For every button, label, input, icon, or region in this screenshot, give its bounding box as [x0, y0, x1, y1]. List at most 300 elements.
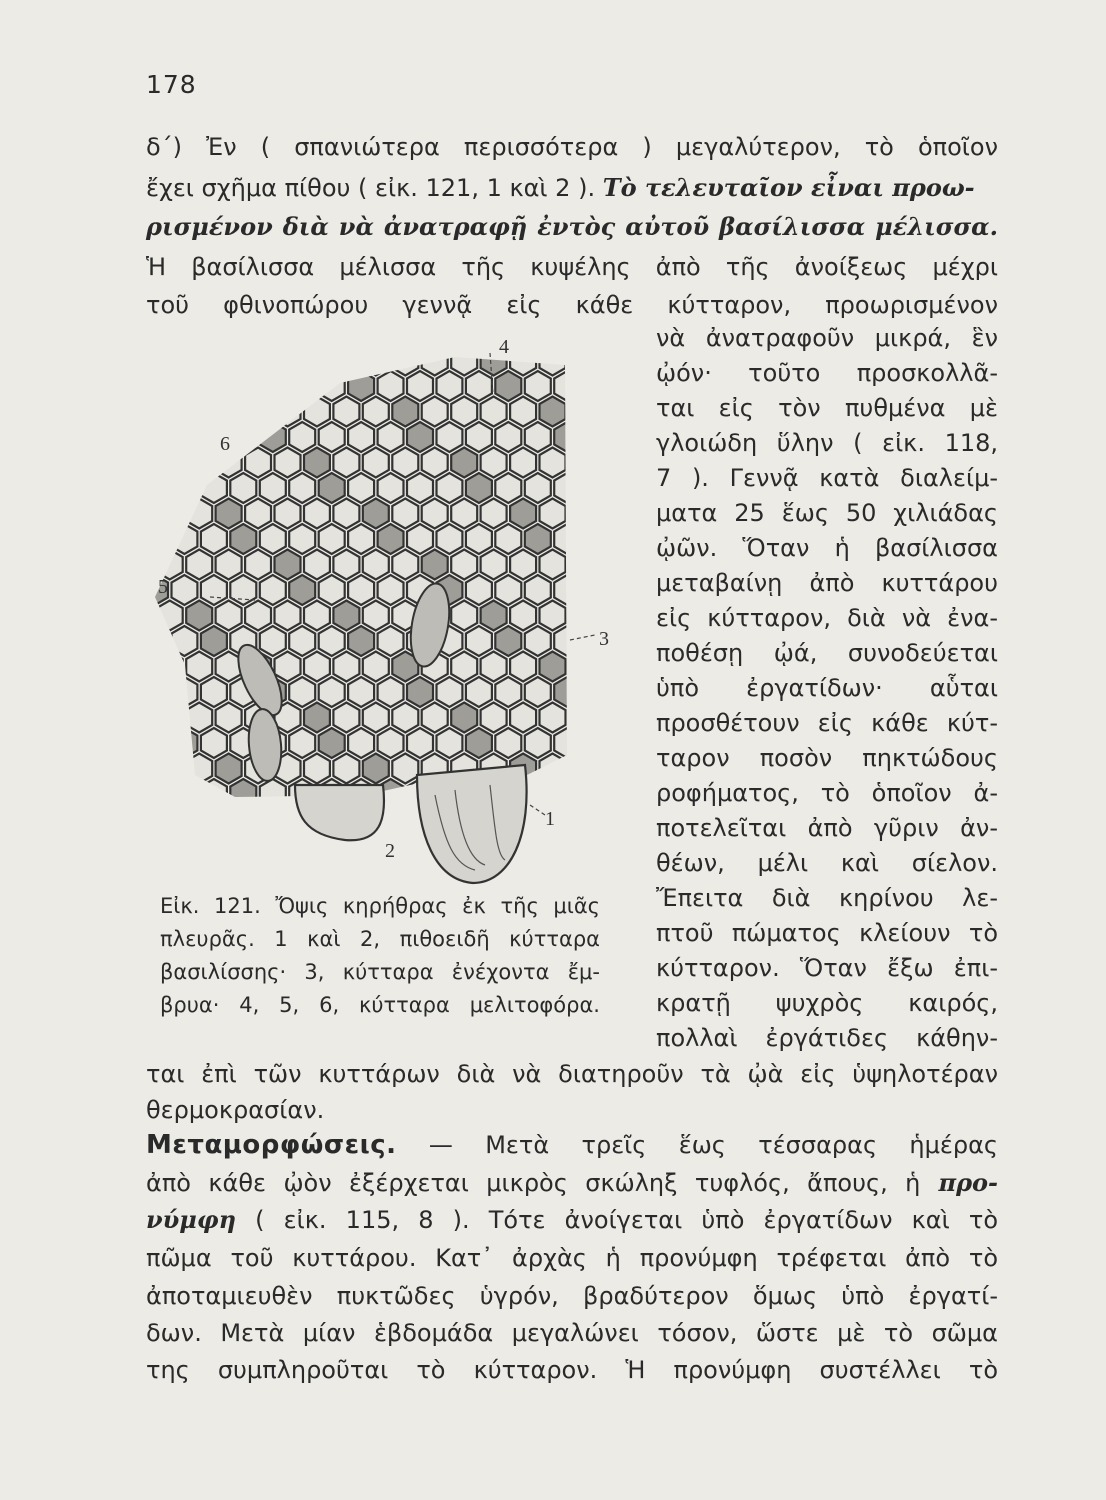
comb-cell [554, 728, 580, 758]
comb-cell [201, 473, 227, 503]
comb-cell [155, 371, 168, 401]
comb-cell [186, 754, 212, 784]
comb-cell [348, 626, 374, 656]
comb-cell [348, 524, 374, 554]
comb-cell [392, 754, 418, 784]
comb-cell [155, 473, 168, 503]
comb-cell [540, 550, 566, 580]
comb-cell [554, 575, 580, 605]
comb-cell [216, 550, 242, 580]
text-span: ( εἰκ. 115, 8 ). Τότε ἀνοίγεται ὑπὸ ἐργατίδων καὶ τὸ [236, 1206, 998, 1234]
comb-cell [201, 335, 227, 350]
comb-cell [230, 422, 256, 452]
column-line: γλοιώδη ὕλην ( εἰκ. 118, [656, 429, 998, 457]
comb-cell [260, 335, 286, 350]
comb-cell [392, 703, 418, 733]
comb-cell [378, 728, 404, 758]
comb-cell [363, 346, 389, 376]
text-line: δ΄) Ἐν ( σπανιώτερα περισσότερα ) μεγαλύτερον, τὸ ὁποῖον [146, 133, 998, 161]
comb-cell [540, 703, 566, 733]
comb-cell [525, 575, 551, 605]
figure-caption-line: Εἰκ. 121. Ὄψις κηρήθρας ἐκ τῆς μιᾶς [160, 894, 600, 918]
comb-cell [348, 422, 374, 452]
honeycomb-figure [155, 335, 625, 895]
comb-cell [230, 371, 256, 401]
column-line: προσθέτουν εἰς κάθε κύτ- [656, 709, 998, 737]
comb-cell [510, 448, 536, 478]
comb-cell [540, 754, 566, 784]
comb-cell [155, 728, 168, 758]
comb-cell [554, 524, 580, 554]
comb-cell [275, 805, 301, 835]
comb-cell [157, 703, 183, 733]
comb-cell [172, 626, 198, 656]
comb-cell [157, 499, 183, 529]
comb-cell [451, 652, 477, 682]
comb-cell [378, 473, 404, 503]
figure-label: 5 [158, 576, 168, 598]
comb-cell [540, 499, 566, 529]
column-line: ᾠόν· τοῦτο προσκολλᾶ- [656, 359, 998, 387]
comb-cell [363, 448, 389, 478]
text-line: δων. Μετὰ μίαν ἑβδομάδα μεγαλώνει τόσον, ὥστε μὲ τὸ σῶμα [146, 1319, 998, 1347]
comb-cell [304, 448, 330, 478]
comb-cell [333, 346, 359, 376]
comb-cell [289, 728, 315, 758]
comb-cell [275, 601, 301, 631]
comb-cell [304, 652, 330, 682]
comb-cell [155, 335, 168, 350]
comb-cell [319, 626, 345, 656]
comb-cell [451, 703, 477, 733]
comb-cells [155, 335, 595, 835]
comb-cell [378, 422, 404, 452]
comb-cell [157, 754, 183, 784]
comb-cell [378, 677, 404, 707]
column-line: ματα 25 ἕως 50 χιλιάδας [656, 499, 998, 527]
comb-cell [348, 575, 374, 605]
comb-cell [172, 779, 198, 809]
comb-cell [481, 652, 507, 682]
comb-cell [422, 550, 448, 580]
comb-cell [172, 677, 198, 707]
comb-cell [569, 448, 595, 478]
comb-cell [569, 601, 595, 631]
comb-cell [392, 805, 418, 835]
comb-cell [407, 728, 433, 758]
comb-cell [172, 728, 198, 758]
comb-cell [157, 448, 183, 478]
comb-cell [569, 805, 595, 835]
comb-cell [554, 779, 580, 809]
column-line: ται εἰς τὸν πυθμένα μὲ [656, 394, 998, 422]
comb-cell [304, 346, 330, 376]
comb-cell [186, 346, 212, 376]
comb-cell [569, 346, 595, 376]
comb-cell [333, 550, 359, 580]
comb-cell [245, 550, 271, 580]
comb-cell [525, 524, 551, 554]
comb-cell [333, 601, 359, 631]
comb-cell [155, 626, 168, 656]
column-line: ποτελεῖται ἀπὸ γῦριν ἀν- [656, 814, 998, 842]
column-line: ὑπὸ ἐργατίδων· αὗται [656, 674, 998, 702]
comb-cell [554, 422, 580, 452]
column-line: πτοῦ πώματος κλείουν τὸ [656, 919, 998, 947]
comb-cell [466, 626, 492, 656]
comb-cell [378, 335, 404, 350]
comb-cell [157, 601, 183, 631]
comb-cell [157, 397, 183, 427]
comb-cell [422, 397, 448, 427]
comb-cell [172, 575, 198, 605]
comb-cell [186, 448, 212, 478]
comb-cell [245, 346, 271, 376]
text-line: Ἡ βασίλισσα μέλισσα τῆς κυψέλης ἀπὸ τῆς ἀνοίξεως μέχρι [146, 253, 998, 281]
comb-cell [275, 652, 301, 682]
comb-cell [186, 499, 212, 529]
comb-cell [525, 422, 551, 452]
comb-cell [216, 805, 242, 835]
comb-cell [333, 754, 359, 784]
comb-cell [172, 422, 198, 452]
comb-cell [466, 677, 492, 707]
comb-cell [510, 346, 536, 376]
comb-cell [525, 473, 551, 503]
comb-cell [540, 652, 566, 682]
italic-text: νύμφη [146, 1205, 237, 1234]
comb-cell [510, 652, 536, 682]
comb-cell [245, 448, 271, 478]
comb-cell [392, 499, 418, 529]
comb-cell [348, 335, 374, 350]
comb-cell [554, 335, 580, 350]
column-line: κύτταρον. Ὅταν ἔξω ἐπι- [656, 954, 998, 982]
comb-cell [201, 626, 227, 656]
comb-cell [466, 728, 492, 758]
comb-cell [481, 499, 507, 529]
comb-cell [230, 575, 256, 605]
comb-cell [304, 550, 330, 580]
comb-cell [451, 346, 477, 376]
comb-cell [245, 805, 271, 835]
comb-cell [201, 779, 227, 809]
comb-cell [275, 550, 301, 580]
comb-cell [319, 422, 345, 452]
italic-text: Τὸ τελευταῖον εἶναι προω- [602, 173, 975, 202]
comb-cell [186, 652, 212, 682]
comb-cell [422, 499, 448, 529]
text-line: ται ἐπὶ τῶν κυττάρων διὰ νὰ διατηροῦν τὰ ᾠὰ εἰς ὑψηλοτέραν [146, 1060, 998, 1088]
comb-cell [304, 499, 330, 529]
comb-cell [289, 626, 315, 656]
comb-cell [481, 550, 507, 580]
comb-cell [157, 550, 183, 580]
comb-cell [186, 805, 212, 835]
comb-cell [289, 575, 315, 605]
comb-cell [304, 754, 330, 784]
comb-cell [216, 601, 242, 631]
queen-cell-1 [417, 765, 527, 883]
comb-cell [495, 575, 521, 605]
comb-cell [157, 346, 183, 376]
comb-cell [495, 422, 521, 452]
comb-cell [378, 371, 404, 401]
comb-cell [407, 335, 433, 350]
comb-cell [363, 652, 389, 682]
comb-cell [481, 601, 507, 631]
comb-cell [481, 703, 507, 733]
comb-cell [230, 473, 256, 503]
comb-cell [451, 397, 477, 427]
comb-cell [481, 448, 507, 478]
comb-cell [289, 524, 315, 554]
comb-cell [319, 728, 345, 758]
comb-cell [466, 575, 492, 605]
text-line [146, 171, 998, 205]
figure-label: 6 [220, 433, 230, 455]
comb-cell [333, 499, 359, 529]
comb-cell [172, 473, 198, 503]
comb-cell [451, 499, 477, 529]
comb-cell [525, 728, 551, 758]
comb-cell [510, 601, 536, 631]
comb-cell [319, 524, 345, 554]
column-line: θέων, μέλι καὶ σίελον. [656, 849, 998, 877]
comb-cell [186, 601, 212, 631]
comb-cell [304, 703, 330, 733]
comb-cell [451, 550, 477, 580]
text-line [146, 1166, 998, 1200]
comb-cell [230, 335, 256, 350]
comb-cell [260, 575, 286, 605]
comb-cell [554, 626, 580, 656]
comb-cell [201, 575, 227, 605]
comb-cell [363, 754, 389, 784]
italic-text: προ- [920, 1168, 998, 1197]
comb-cell [378, 524, 404, 554]
comb-cell [155, 779, 168, 809]
comb-cell [392, 550, 418, 580]
comb-cell [333, 448, 359, 478]
column-line: νὰ ἀνατραφοῦν μικρά, ἓν [656, 324, 998, 352]
comb-cell [422, 448, 448, 478]
figure-label: 2 [385, 840, 395, 862]
comb-cell [407, 371, 433, 401]
comb-cell [437, 422, 463, 452]
comb-cell [348, 677, 374, 707]
comb-cell [333, 703, 359, 733]
comb-cell [510, 397, 536, 427]
comb-cell [407, 473, 433, 503]
comb-cell [155, 524, 168, 554]
figure-caption-line: βρυα· 4, 5, 6, κύτταρα μελιτοφόρα. [160, 993, 600, 1017]
comb-cell [569, 754, 595, 784]
section-heading: Μεταμορφώσεις. [146, 1130, 397, 1160]
comb-cell [363, 703, 389, 733]
comb-cell [186, 703, 212, 733]
comb-cell [245, 397, 271, 427]
text-span: ἀπὸ κάθε ᾠὸν ἐξέρχεται μικρὸς σκώληξ τυφλός, ἄπους, ἡ [146, 1169, 921, 1197]
comb-cell [289, 335, 315, 350]
comb-cell [378, 575, 404, 605]
comb-cell [495, 473, 521, 503]
comb-cell [275, 397, 301, 427]
comb-cell [510, 550, 536, 580]
comb-cell [260, 422, 286, 452]
text-span: ἔχει σχῆμα πίθου ( εἰκ. 121, 1 καὶ 2 ). [146, 174, 596, 202]
comb-cell [495, 728, 521, 758]
column-line: κρατῇ ψυχρὸς καιρός, [656, 989, 998, 1017]
column-line: 7 ). Γεννᾷ κατὰ διαλείμ- [656, 464, 998, 492]
comb-cell [569, 397, 595, 427]
figure-label: 4 [499, 336, 509, 358]
figure-caption-line: πλευρᾶς. 1 καὶ 2, πιθοειδῆ κύτταρα [160, 927, 600, 951]
comb-cell [230, 524, 256, 554]
comb-cell [201, 677, 227, 707]
comb-cell [363, 550, 389, 580]
comb-cell [172, 335, 198, 350]
column-line: Ἔπειτα διὰ κηρίνου λε- [656, 884, 998, 912]
comb-cell [333, 397, 359, 427]
comb-cell [363, 601, 389, 631]
comb-cell [525, 371, 551, 401]
comb-cell [186, 397, 212, 427]
comb-cell [437, 335, 463, 350]
comb-cell [363, 397, 389, 427]
comb-cell [155, 422, 168, 452]
comb-cell [569, 550, 595, 580]
comb-cell [304, 397, 330, 427]
comb-cell [466, 524, 492, 554]
comb-cell [510, 499, 536, 529]
comb-cell [540, 448, 566, 478]
comb-cell [407, 677, 433, 707]
comb-cell [186, 550, 212, 580]
comb-cell [525, 677, 551, 707]
section-line [146, 1128, 998, 1162]
page-number: 178 [146, 70, 197, 99]
comb-cell [319, 335, 345, 350]
queen-cell-2 [295, 785, 384, 840]
comb-cell [481, 397, 507, 427]
comb-cell [155, 677, 168, 707]
comb-cell [466, 335, 492, 350]
comb-cell [157, 805, 183, 835]
comb-cell [216, 499, 242, 529]
comb-cell [201, 728, 227, 758]
comb-cell [319, 473, 345, 503]
comb-cell [348, 371, 374, 401]
comb-cell [216, 754, 242, 784]
text-line: πῶμα τοῦ κυττάρου. Κατ᾽ ἀρχὰς ἡ προνύμφη τρέφεται ἀπὸ τὸ [146, 1244, 998, 1272]
comb-cell [569, 499, 595, 529]
comb-cell [422, 703, 448, 733]
comb-cell [304, 601, 330, 631]
comb-cell [569, 703, 595, 733]
figure-label: 1 [545, 808, 555, 830]
comb-cell [525, 335, 551, 350]
comb-cell [319, 371, 345, 401]
column-line: ᾠῶν. Ὅταν ἡ βασίλισσα [656, 534, 998, 562]
comb-cell [510, 703, 536, 733]
comb-cell [451, 448, 477, 478]
comb-cell [289, 422, 315, 452]
comb-cell [275, 499, 301, 529]
column-line: ροφήματος, τὸ ὁποῖον ἀ- [656, 779, 998, 807]
column-line: πολλαὶ ἐργάτιδες κάθην- [656, 1024, 998, 1052]
column-line: ταρον ποσὸν πηκτώδους [656, 744, 998, 772]
text-line [146, 1203, 998, 1237]
comb-cell [216, 703, 242, 733]
text-line: τοῦ φθινοπώρου γεννᾷ εἰς κάθε κύτταρον, προωρισμένον [146, 291, 998, 319]
comb-cell [554, 677, 580, 707]
comb-cell [540, 601, 566, 631]
comb-cell [540, 397, 566, 427]
comb-cell [260, 473, 286, 503]
comb-cell [157, 652, 183, 682]
comb-cell [333, 652, 359, 682]
comb-cell [216, 397, 242, 427]
figure-caption-line: βασιλίσσης· 3, κύτταρα ἐνέχοντα ἔμ- [160, 960, 600, 984]
comb-cell [260, 371, 286, 401]
comb-cell [289, 371, 315, 401]
comb-cell [495, 371, 521, 401]
column-line: μεταβαίνῃ ἀπὸ κυττάρου [656, 569, 998, 597]
comb-cell [348, 728, 374, 758]
comb-cell [275, 346, 301, 376]
comb-cell [378, 626, 404, 656]
comb-cell [495, 626, 521, 656]
comb-cell [540, 346, 566, 376]
italic-line: ρισμένον διὰ νὰ ἀνατραφῇ ἐντὸς αὐτοῦ βασίλισσα μέλισσα. [146, 212, 998, 241]
comb-cell [363, 499, 389, 529]
text-line: της συμπληροῦται τὸ κύτταρον. Ἡ προνύμφη συστέλλει τὸ [146, 1356, 998, 1384]
comb-cell [245, 601, 271, 631]
comb-cell [392, 448, 418, 478]
text-line: ἀποταμιευθὲν πυκτῶδες ὑγρόν, βραδύτερον ὅμως ὑπὸ ἐργατί- [146, 1282, 998, 1310]
comb-cell [201, 524, 227, 554]
comb-cell [392, 397, 418, 427]
comb-cell [437, 524, 463, 554]
comb-cell [289, 473, 315, 503]
comb-cell [407, 524, 433, 554]
comb-cell [495, 524, 521, 554]
comb-cell [201, 371, 227, 401]
comb-cell [172, 371, 198, 401]
comb-cell [437, 473, 463, 503]
comb-cell [289, 677, 315, 707]
comb-cell [260, 779, 286, 809]
comb-cell [437, 371, 463, 401]
comb-cell [466, 422, 492, 452]
comb-cell [348, 473, 374, 503]
comb-cell [466, 473, 492, 503]
comb-cell [437, 677, 463, 707]
comb-cell [525, 626, 551, 656]
comb-cell [554, 473, 580, 503]
comb-cell [392, 346, 418, 376]
comb-cell [216, 346, 242, 376]
comb-cell [245, 499, 271, 529]
text-line: θερμοκρασίαν. [146, 1096, 325, 1124]
comb-cell [407, 422, 433, 452]
column-line: εἰς κύτταρον, διὰ νὰ ἐνα- [656, 604, 998, 632]
comb-cell [451, 601, 477, 631]
comb-cell [319, 677, 345, 707]
comb-cell [260, 626, 286, 656]
comb-cell [422, 346, 448, 376]
